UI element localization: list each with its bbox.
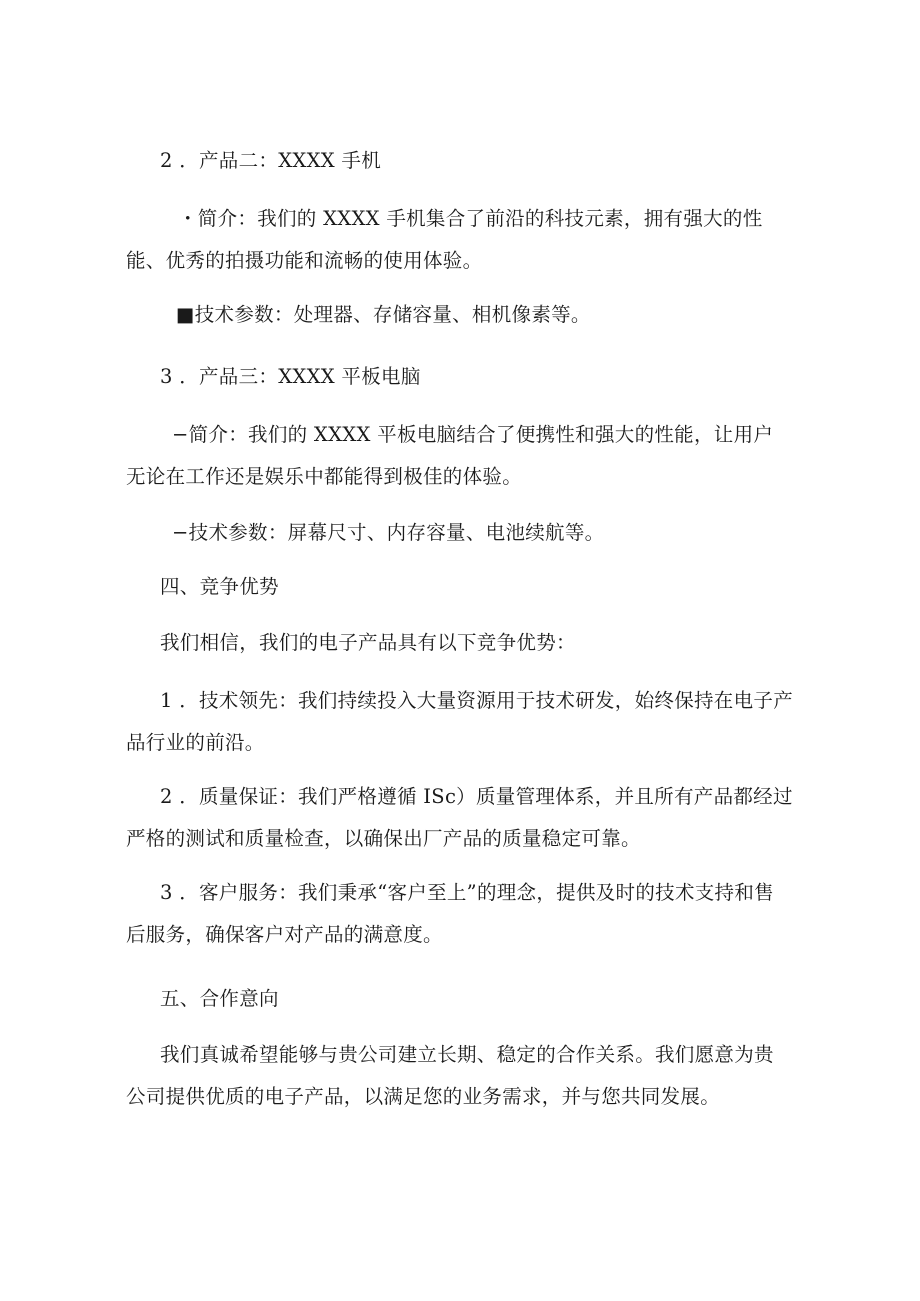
product-2-intro-line-2: 能、优秀的拍摄功能和流畅的使用体验。	[126, 249, 483, 272]
section-4-heading: 四、竞争优势	[160, 575, 279, 598]
advantage-2-line-1: 2 ．质量保证：我们严格遵循 ISc）质量管理体系，并且所有产品都经过	[160, 785, 793, 808]
advantage-2-line-2: 严格的测试和质量检查，以确保出厂产品的质量稳定可靠。	[126, 827, 641, 850]
product-3-intro-line-1: −简介：我们的 XXXX 平板电脑结合了便携性和强大的性能，让用户	[172, 423, 774, 446]
advantage-1-line-1: 1 ．技术领先：我们持续投入大量资源用于技术研发，始终保持在电子产	[160, 689, 794, 712]
product-3-intro-line-2: 无论在工作还是娱乐中都能得到极佳的体验。	[126, 465, 523, 488]
section-4-intro: 我们相信，我们的电子产品具有以下竞争优势：	[160, 631, 576, 654]
advantage-3-line-1: 3 ．客户服务：我们秉承“客户至上”的理念，提供及时的技术支持和售	[160, 881, 774, 904]
cooperation-line-1: 我们真诚希望能够与贵公司建立长期、稳定的合作关系。我们愿意为贵	[160, 1043, 774, 1066]
advantage-1-line-2: 品行业的前沿。	[126, 731, 265, 754]
section-5-heading: 五、合作意向	[160, 987, 279, 1010]
product-2-heading: 2 ．产品二：XXXX 手机	[160, 149, 382, 172]
cooperation-line-2: 公司提供优质的电子产品，以满足您的业务需求，并与您共同发展。	[126, 1085, 721, 1108]
product-3-heading: 3 ．产品三：XXXX 平板电脑	[160, 365, 421, 388]
product-2-intro-line-1: ・简介：我们的 XXXX 手机集合了前沿的科技元素，拥有强大的性	[178, 207, 763, 230]
advantage-3-line-2: 后服务，确保客户对产品的满意度。	[126, 923, 443, 946]
product-2-specs: ■技术参数：处理器、存储容量、相机像素等。	[176, 303, 591, 326]
product-3-specs: −技术参数：屏幕尺寸、内存容量、电池续航等。	[172, 521, 605, 544]
